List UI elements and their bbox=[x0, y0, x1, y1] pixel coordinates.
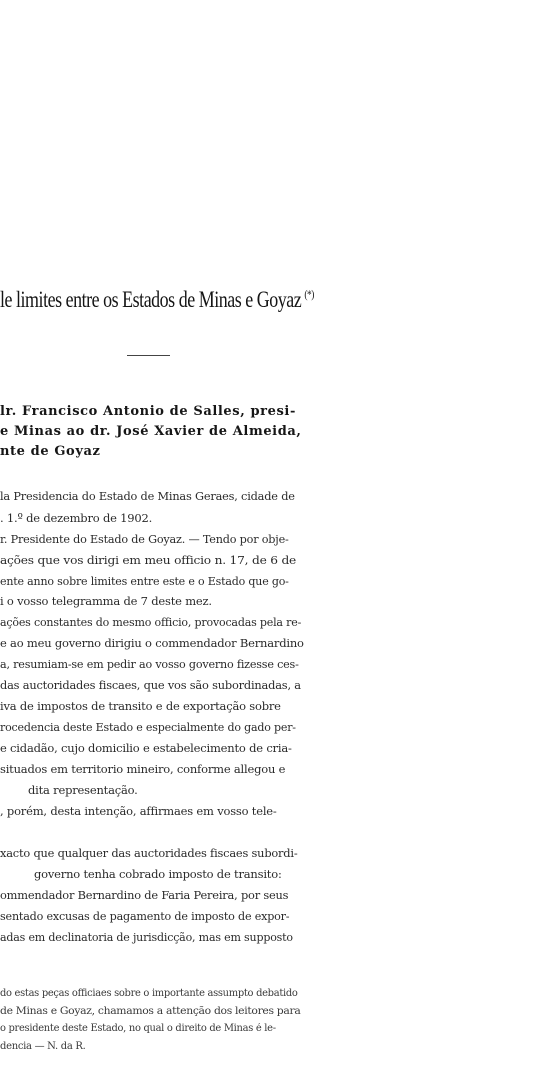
letter-heading bbox=[0, 402, 400, 462]
title-note-mark: (*) bbox=[304, 287, 314, 301]
body-line: ações constantes do mesmo officio, provocadas pela re- bbox=[0, 615, 302, 629]
body-line: i o vosso telegramma de 7 deste mez. bbox=[0, 594, 212, 608]
footnote-line: de Minas e Goyaz, chamamos a attenção dos leitores para bbox=[0, 1006, 301, 1017]
body-line: . 1.º de dezembro de 1902. bbox=[0, 511, 153, 525]
body-line: iva de impostos de transito e de exportação sobre bbox=[0, 699, 281, 713]
body-line: das auctoridades fiscaes, que vos são subordinadas, a bbox=[0, 678, 301, 692]
body-line: a, resumiam-se em pedir ao vosso governo fizesse ces- bbox=[0, 657, 299, 671]
document-title bbox=[0, 287, 314, 313]
body-line: situados em territorio mineiro, conforme allegou e bbox=[0, 762, 286, 776]
body-line: ações que vos dirigi em meu officio n. 17, de 6 de bbox=[0, 553, 297, 567]
title-text: le limites entre os Estados de Minas e Goyaz bbox=[0, 287, 302, 312]
body-line: governo tenha cobrado imposto de transito: bbox=[34, 867, 282, 881]
footnote-line: dencia — N. da R. bbox=[0, 1041, 86, 1052]
body-line: la Presidencia do Estado de Minas Geraes, cidade de bbox=[0, 489, 295, 503]
body-line: ommendador Bernardino de Faria Pereira, por seus bbox=[0, 888, 289, 902]
heading-line: lr. Francisco Antonio de Salles, presi- bbox=[0, 404, 296, 419]
body-line: , porém, desta intenção, affirmaes em vosso tele- bbox=[0, 804, 277, 818]
heading-line: e Minas ao dr. José Xavier de Almeida, bbox=[0, 424, 302, 439]
body-line: e cidadão, cujo domicilio e estabelecimento de cria- bbox=[0, 741, 292, 755]
body-line: r. Presidente do Estado de Goyaz. — Tendo por obje- bbox=[0, 532, 289, 546]
body-line: adas em declinatoria de jurisdicção, mas em supposto bbox=[0, 930, 293, 944]
body-line: e ao meu governo dirigiu o commendador Bernardino bbox=[0, 636, 304, 650]
section-divider bbox=[127, 355, 170, 356]
footnote-line: o presidente deste Estado, no qual o direito de Minas é le- bbox=[0, 1023, 276, 1034]
body-line: dita representação. bbox=[28, 783, 138, 797]
body-line: xacto que qualquer das auctoridades fiscaes subordi- bbox=[0, 846, 298, 860]
body-line: rocedencia deste Estado e especialmente do gado per- bbox=[0, 720, 296, 734]
heading-line: nte de Goyaz bbox=[0, 444, 101, 459]
body-line: sentado excusas de pagamento de imposto de expor- bbox=[0, 909, 290, 923]
body-line: ente anno sobre limites entre este e o Estado que go- bbox=[0, 574, 289, 588]
footnote-line: do estas peças officiaes sobre o importante assumpto debatido bbox=[0, 988, 298, 999]
